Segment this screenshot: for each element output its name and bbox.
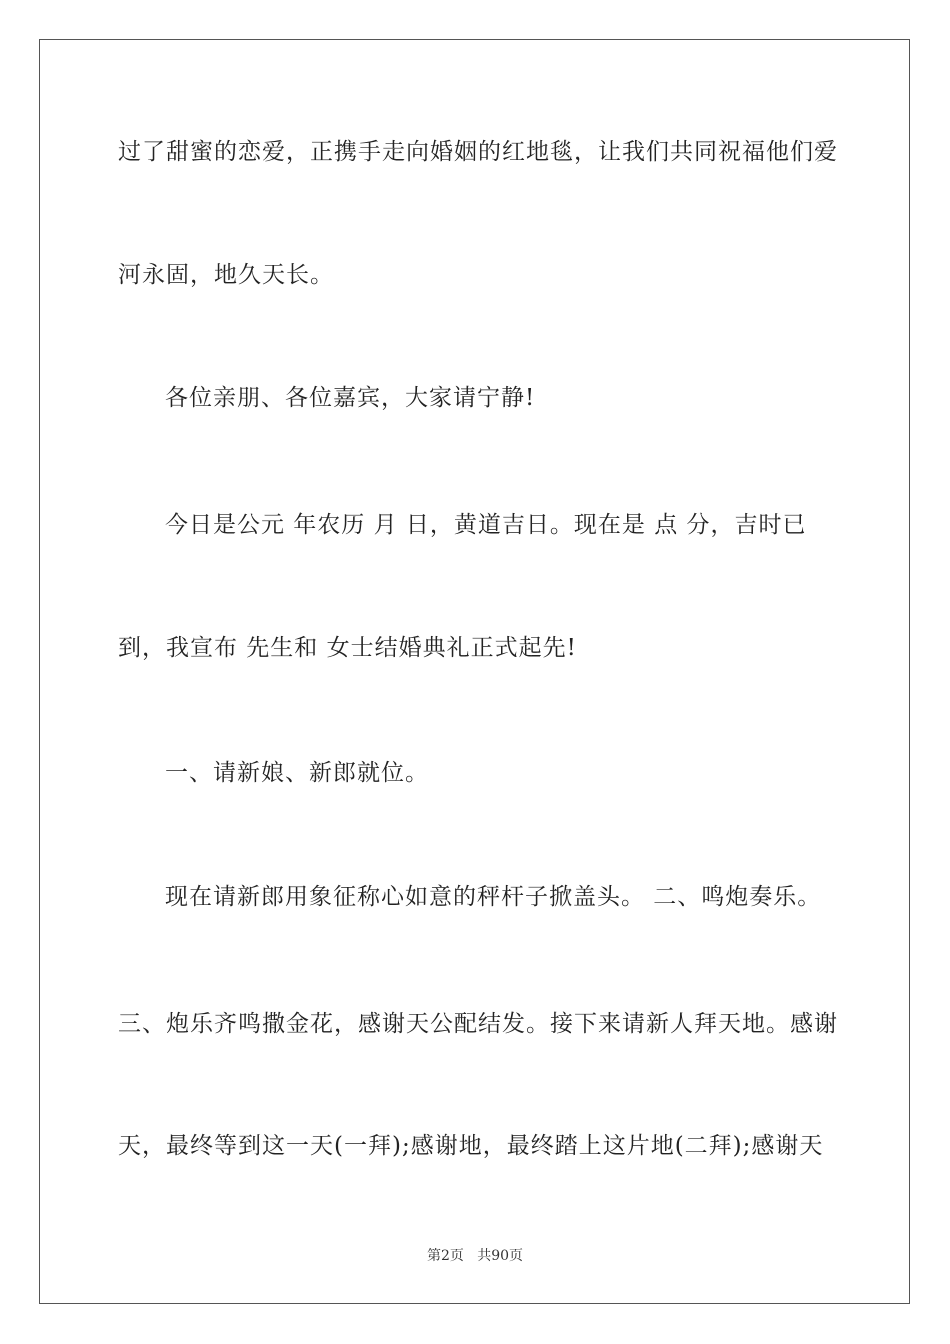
body-line-6: 一、请新娘、新郎就位。: [165, 760, 429, 786]
body-line-8: 三、炮乐齐鸣撒金花，感谢天公配结发。接下来请新人拜天地。感谢: [118, 1011, 838, 1037]
page-footer: [0, 1246, 950, 1266]
footer-total-prefix: 共: [477, 1248, 492, 1264]
footer-page-number: 2: [440, 1248, 450, 1264]
body-line-3: 各位亲朋、各位嘉宾，大家请宁静!: [165, 385, 536, 411]
body-line-1: 过了甜蜜的恋爱，正携手走向婚姻的红地毯，让我们共同祝福他们爱: [118, 139, 838, 165]
body-line-5: 到，我宣布 先生和 女士结婚典礼正式起先!: [118, 635, 577, 661]
body-line-9: 天，最终等到这一天(一拜);感谢地，最终踏上这片地(二拜);感谢天: [118, 1133, 824, 1159]
footer-page-suffix: 页: [449, 1248, 464, 1264]
body-line-7: 现在请新郎用象征称心如意的秤杆子掀盖头。 二、鸣炮奏乐。: [165, 884, 822, 910]
footer-page-prefix: 第: [426, 1248, 441, 1264]
body-line-4: 今日是公元 年农历 月 日，黄道吉日。现在是 点 分，吉时已: [165, 512, 807, 538]
page-frame: [39, 39, 910, 1304]
footer-total-pages: 90: [491, 1248, 510, 1264]
body-line-2: 河永固，地久天长。: [118, 262, 334, 288]
footer-total-suffix: 页: [509, 1248, 524, 1264]
